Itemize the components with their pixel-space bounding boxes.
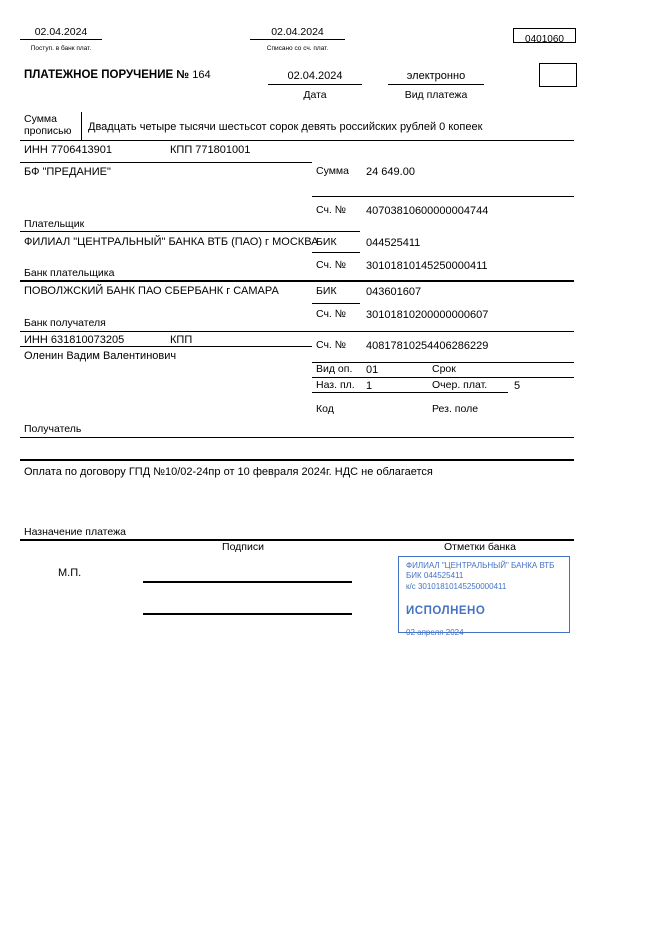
received-date-block: [20, 27, 102, 40]
form-code-box: [513, 28, 576, 43]
doc-title: ПЛАТЕЖНОЕ ПОРУЧЕНИЕ №: [24, 69, 190, 81]
payer-account-label: Сч. №: [316, 204, 347, 216]
payee-bank-bik: 043601607: [366, 286, 422, 298]
payee-bank-name: ПОВОЛЖСКИЙ БАНК ПАО СБЕРБАНК г САМАРА: [24, 285, 279, 297]
doc-date-block: [268, 66, 362, 85]
debited-date-block: [250, 27, 345, 40]
stamp-bank-name: ФИЛИАЛ "ЦЕНТРАЛЬНЫЙ" БАНКА ВТБ: [406, 561, 555, 570]
payer-bank-account: 30101810145250000411: [366, 260, 488, 272]
payer-bank-bik: 044525411: [366, 237, 421, 249]
stamp-corr-account: к/с 30101810145250000411: [406, 581, 507, 591]
payment-purpose-label: Назначение платежа: [24, 526, 126, 538]
term-label: Срок: [432, 363, 456, 375]
payee-bank-account-label: Сч. №: [316, 308, 347, 320]
payee-bank-label: Банк получателя: [24, 317, 106, 329]
signature-line: [143, 613, 352, 615]
received-date: 02.04.2024: [34, 26, 88, 38]
doc-date-label: Дата: [303, 89, 327, 101]
table-line: [20, 459, 574, 461]
payer-bank-label: Банк плательщика: [24, 267, 115, 279]
divider: [81, 112, 82, 140]
amount-words-label: Сумма прописью: [24, 113, 72, 137]
table-line: [312, 377, 574, 378]
table-line: [20, 346, 312, 347]
table-line: [20, 162, 312, 163]
bank-marks-label: Отметки банка: [444, 541, 516, 553]
debited-date: 02.04.2024: [271, 26, 324, 38]
signature-line: [143, 581, 352, 583]
payer-inn: ИНН 7706413901: [24, 144, 113, 156]
signatures-label: Подписи: [222, 541, 264, 553]
payee-account-label: Сч. №: [316, 339, 347, 351]
code-label: Код: [316, 403, 334, 415]
status-code-box: [539, 63, 577, 87]
form-code: 0401060: [525, 34, 564, 45]
table-line: [20, 331, 574, 332]
payment-purpose: Оплата по договору ГПД №10/02-24пр от 10 февраля 2024г. НДС не облагается: [24, 466, 433, 478]
payer-name: БФ "ПРЕДАНИЕ": [24, 166, 111, 178]
priority-value: 5: [514, 380, 521, 392]
payer-bank-account-label: Сч. №: [316, 259, 347, 271]
op-type-value: 01: [366, 364, 379, 376]
mp-label: М.П.: [58, 567, 82, 579]
payer-label: Плательщик: [24, 218, 85, 230]
payer-bank-bik-label: БИК: [316, 236, 337, 248]
payer-account: 40703810600000004744: [366, 205, 489, 217]
table-line: [20, 280, 574, 282]
table-line: [312, 392, 508, 393]
received-date-label: Поступ. в банк плат.: [30, 45, 92, 52]
doc-title-row: [24, 69, 211, 82]
debited-date-label: Списано со сч. плат.: [266, 45, 329, 52]
payee-inn: ИНН 631810073205: [24, 334, 125, 346]
op-type-label: Вид оп.: [316, 363, 353, 375]
purpose-code-label: Наз. пл.: [316, 379, 355, 391]
payment-kind-value: электронно: [406, 70, 466, 82]
payee-account: 40817810254406286229: [366, 340, 489, 352]
payment-kind-block: [388, 66, 484, 85]
table-line: [312, 196, 574, 197]
purpose-code-value: 1: [366, 380, 373, 392]
table-line: [312, 252, 360, 253]
payee-bank-account: 30101810200000000607: [366, 309, 489, 321]
stamp-date: 02 апреля 2024: [406, 628, 464, 638]
stamp-status: ИСПОЛНЕНО: [406, 605, 486, 618]
table-line: [20, 437, 574, 438]
doc-number: 164: [192, 69, 211, 81]
priority-label: Очер. плат.: [432, 379, 488, 391]
amount-value: 24 649.00: [366, 166, 415, 178]
reserve-field-label: Рез. поле: [432, 403, 479, 415]
table-line: [312, 303, 360, 304]
payee-name: Оленин Вадим Валентинович: [24, 350, 177, 362]
amount-label: Сумма: [316, 165, 349, 177]
doc-date: 02.04.2024: [287, 70, 343, 82]
bank-stamp: [398, 556, 570, 638]
payer-kpp: КПП 771801001: [170, 144, 251, 156]
amount-in-words: Двадцать четыре тысячи шестьсот сорок девять российских рублей 0 копеек: [88, 121, 483, 133]
payee-kpp-label: КПП: [170, 334, 193, 346]
table-line: [20, 140, 574, 141]
payee-bank-bik-label: БИК: [316, 285, 337, 297]
table-line: [20, 231, 360, 232]
payment-kind-label: Вид платежа: [404, 89, 468, 101]
stamp-bik: БИК 044525411: [406, 571, 464, 581]
payer-bank-name: ФИЛИАЛ "ЦЕНТРАЛЬНЫЙ" БАНКА ВТБ (ПАО) г МОСКВА: [24, 236, 319, 248]
payee-label: Получатель: [24, 423, 82, 435]
